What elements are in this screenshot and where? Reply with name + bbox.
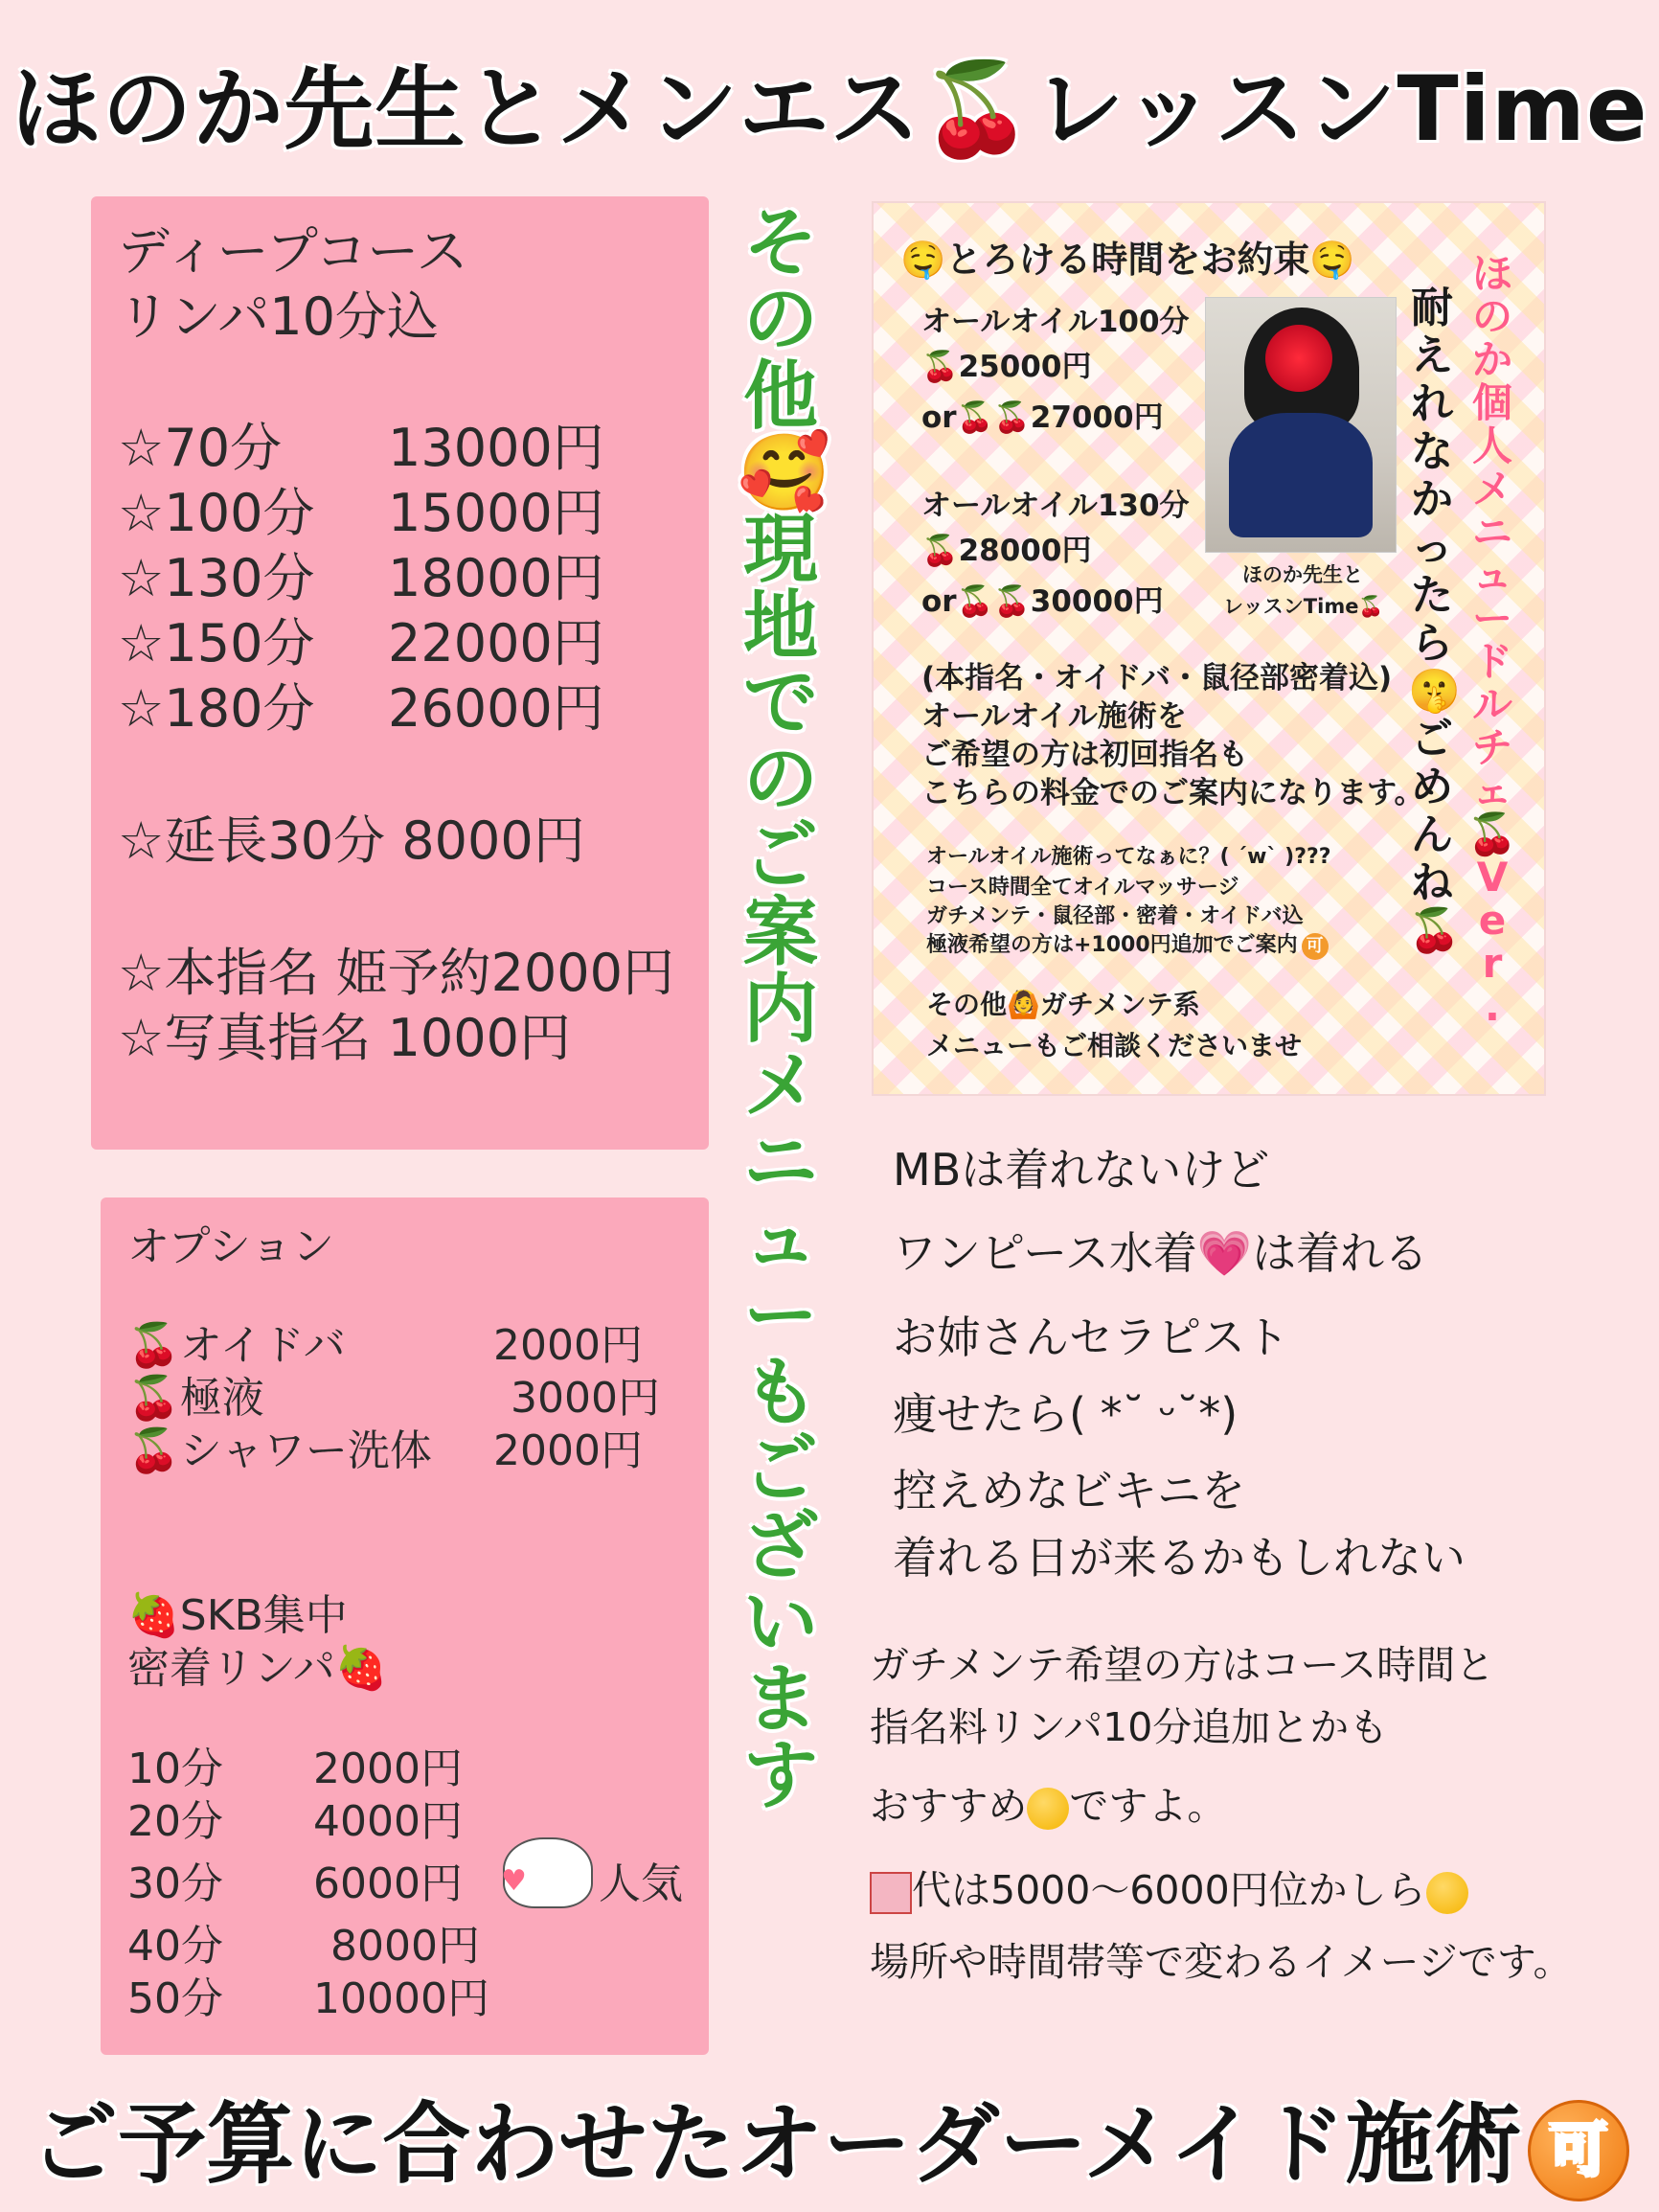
vertical-char: ま [742, 1656, 818, 1743]
vertical-char: V [1476, 854, 1509, 901]
vertical-char: ご [742, 813, 818, 900]
vertical-char: ー [1471, 595, 1512, 642]
card-other: その他🙆ガチメンテ系 [926, 989, 1200, 1020]
vertical-char: 他 [742, 353, 818, 440]
vertical-char: 個 [1471, 379, 1512, 426]
skb-duration: 40分 [127, 1922, 223, 1971]
vertical-apology-text [1408, 284, 1461, 958]
skb-heading: 🍓SKB集中 [127, 1591, 348, 1640]
vertical-char: 🤫 [1408, 667, 1461, 716]
cherry-icon: 🍒 [127, 1426, 180, 1475]
smiling-face-icon [1027, 1788, 1069, 1830]
skb-duration: 20分 [127, 1797, 223, 1846]
vertical-char: . [1485, 983, 1500, 1030]
vertical-char: r [1482, 940, 1503, 987]
footer-slogan: ご予算に合わせたオーダーメイド施術 可 [0, 2074, 1659, 2201]
vertical-char: ー [742, 1273, 818, 1359]
skb-duration: 10分 [127, 1745, 223, 1793]
vertical-char: ュ [1471, 552, 1512, 599]
vertical-char: メ [742, 1043, 818, 1129]
option-heading: オプション [127, 1222, 335, 1271]
vertical-char: ほ [1471, 250, 1512, 297]
photo-caption: ほのか先生と [1242, 563, 1363, 586]
vertical-char: も [742, 1350, 818, 1436]
oil100-or-price: or🍒🍒27000円 [921, 400, 1164, 435]
vertical-char: メ [1471, 466, 1512, 513]
option-price-box [101, 1197, 709, 2055]
photo-nomination-price: ☆写真指名 1000円 [118, 1008, 572, 1068]
option-price: 2000円 [493, 1426, 643, 1475]
course-price-value: 13000円 [388, 418, 604, 478]
option-item: 🍒オイドバ [127, 1321, 346, 1370]
heart-icon: 💗 [1196, 1227, 1253, 1279]
vertical-char: な [1411, 427, 1453, 476]
vertical-char: ュ [742, 1197, 818, 1283]
vertical-char: た [1411, 571, 1453, 620]
skb-duration: 50分 [127, 1974, 223, 2023]
therapist-photo [1205, 297, 1397, 553]
course-price-label: ☆150分 [118, 613, 315, 673]
oil130-title: オールオイル130分 [921, 489, 1190, 523]
vertical-char: チ [1471, 724, 1512, 771]
vertical-char: 現 [742, 507, 818, 593]
card-note: ご希望の方は初回指名も [921, 738, 1248, 772]
right-text-line: MBは着れないけど [893, 1144, 1270, 1196]
vertical-menu-notice [738, 200, 831, 1819]
right-text-line: お姉さんセラピスト [893, 1311, 1289, 1363]
vertical-char: え [1411, 331, 1453, 380]
ghost-heart-icon [503, 1837, 593, 1908]
strawberry-icon: 🍓 [127, 1591, 180, 1640]
vertical-char: ご [742, 1426, 818, 1513]
vertical-char: 内 [742, 967, 818, 1053]
right-text-line: おすすめ ですよ。 [870, 1783, 1227, 1829]
vertical-char: れ [1411, 379, 1453, 428]
card-other: メニューもご相談くださいませ [926, 1030, 1303, 1061]
vertical-char: ル [1471, 681, 1512, 728]
right-text-line: 指名料リンパ10分追加とかも [870, 1704, 1389, 1750]
nomination-price: ☆本指名 姫予約2000円 [118, 943, 675, 1003]
course-price-value: 22000円 [388, 613, 604, 673]
card-small-note: コース時間全てオイルマッサージ [926, 876, 1239, 900]
title-suffix: レッスンTime [1034, 57, 1648, 162]
right-text-line: 着れる日が来るかもしれない [893, 1532, 1466, 1584]
option-item: 🍒シャワー洗体 [127, 1426, 432, 1475]
course-subheading: リンパ10分込 [118, 286, 439, 347]
course-price-value: 26000円 [388, 678, 604, 739]
ka-badge: 可 [1528, 2100, 1629, 2201]
vertical-char: e [1478, 897, 1507, 944]
cherry-icon: 🍒 [920, 57, 1034, 162]
vertical-char: め [1411, 763, 1453, 811]
skb-subheading: 密着リンパ🍓 [127, 1644, 388, 1693]
photo-caption: レッスンTime🍒 [1223, 595, 1384, 618]
title-prefix: ほのか先生とメンエス [11, 57, 921, 162]
skb-price: 4000円 [313, 1797, 463, 1846]
card-small-note: 極液希望の方は+1000円追加でご案内 可 [926, 928, 1329, 960]
hotel-icon [870, 1872, 912, 1914]
card-small-note: ガチメンテ・鼠径部・密着・オイドバ込 [926, 904, 1304, 928]
vertical-personal-menu-title [1464, 250, 1521, 1030]
vertical-char: 🍒 [1408, 906, 1461, 955]
oil100-title: オールオイル100分 [921, 305, 1190, 339]
vertical-char: ニ [742, 1120, 818, 1206]
oil130-or-price: or🍒🍒30000円 [921, 584, 1164, 619]
right-text-line: ワンピース水着💗は着れる [893, 1227, 1429, 1279]
option-price: 3000円 [511, 1374, 660, 1423]
skb-price: 2000円 [313, 1745, 463, 1793]
card-note: こちらの料金でのご案内になります。 [921, 776, 1424, 810]
vertical-char: ニ [1471, 509, 1512, 556]
card-headline: 🤤とろける時間をお約束🤤 [900, 239, 1355, 281]
skb-duration: 30分 [127, 1859, 223, 1908]
vertical-char: ざ [742, 1503, 818, 1589]
vertical-char: か [1411, 475, 1453, 524]
right-text-line: 代は5000〜6000円位かしら [870, 1859, 1468, 1915]
strawberry-icon: 🍓 [334, 1644, 388, 1693]
right-text-line: 場所や時間帯等で変わるイメージです。 [870, 1939, 1573, 1985]
extension-price: ☆延長30分 8000円 [118, 810, 585, 871]
vertical-char: 耐 [1411, 284, 1453, 332]
vertical-char: ね [1411, 858, 1453, 907]
card-small-note: オールオイル施術ってなぁに？( ´w` )??? [926, 845, 1331, 869]
vertical-char: っ [1411, 523, 1453, 572]
vertical-char: す [742, 1733, 818, 1819]
skb-price: 8000円 [330, 1922, 480, 1971]
vertical-char: か [1471, 336, 1512, 383]
right-text-line: ガチメンテ希望の方はコース時間と [870, 1642, 1495, 1688]
thinking-face-icon [1426, 1872, 1468, 1914]
vertical-char: 🍒 [1466, 810, 1518, 857]
course-price-label: ☆100分 [118, 483, 315, 543]
course-price-value: 18000円 [388, 548, 604, 608]
vertical-char: ら [1411, 619, 1453, 668]
vertical-char: ド [1471, 638, 1512, 685]
course-price-value: 15000円 [388, 483, 604, 543]
right-text-line: 痩せたら( *˘ ᵕ˘*) [893, 1388, 1239, 1440]
popular-label: 人気 [599, 1859, 683, 1908]
rose-icon [1265, 325, 1332, 392]
oil130-price: 🍒28000円 [921, 534, 1092, 568]
option-price: 2000円 [493, 1321, 643, 1370]
ka-badge: 可 [1302, 933, 1329, 960]
vertical-char: で [742, 660, 818, 746]
vertical-char: 案 [742, 890, 818, 976]
vertical-char: 🥰 [738, 430, 831, 516]
vertical-char: 人 [1471, 422, 1512, 469]
vertical-char: の [1471, 293, 1512, 340]
cherry-icon: 🍒 [127, 1374, 180, 1423]
cherry-icon: 🍒 [127, 1321, 180, 1370]
right-text-line: 控えめなビキニを [893, 1465, 1245, 1516]
skb-price: 6000円 [313, 1859, 463, 1908]
page-title [0, 36, 1659, 166]
vertical-char: そ [742, 200, 818, 286]
course-price-label: ☆70分 [118, 418, 283, 478]
course-heading: ディープコース [118, 221, 468, 282]
vertical-char: い [742, 1580, 818, 1666]
option-item: 🍒極液 [127, 1374, 264, 1423]
course-price-box [91, 196, 709, 1150]
card-note: (本指名・オイドバ・鼠径部密着込) [921, 661, 1393, 696]
skb-price: 10000円 [313, 1974, 489, 2023]
vertical-char: の [742, 737, 818, 823]
card-note: オールオイル施術を [921, 699, 1187, 734]
course-price-label: ☆130分 [118, 548, 315, 608]
course-price-label: ☆180分 [118, 678, 315, 739]
vertical-char: ェ [1471, 767, 1512, 814]
vertical-char: 地 [742, 583, 818, 670]
vertical-char: ん [1411, 810, 1453, 859]
vertical-char: ご [1411, 715, 1453, 764]
oil100-price: 🍒25000円 [921, 350, 1092, 384]
vertical-char: の [742, 277, 818, 363]
